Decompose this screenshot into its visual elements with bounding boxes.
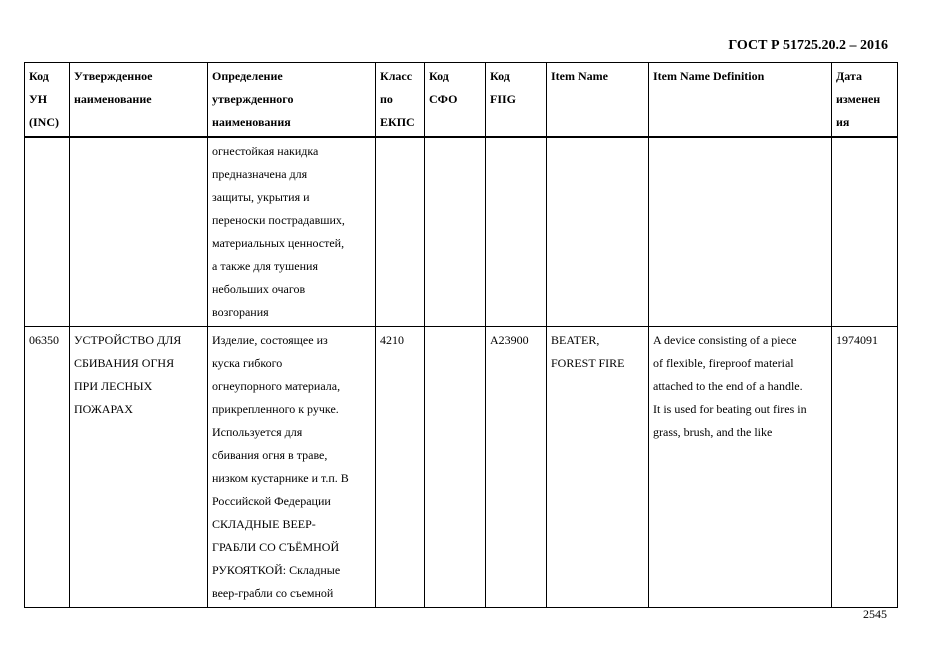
page-number: 2545	[863, 607, 887, 621]
cell-item-name-definition	[649, 137, 832, 327]
cell-class-ekps: 4210	[376, 327, 425, 608]
cell-item-name	[547, 137, 649, 327]
cell-class-ekps	[376, 137, 425, 327]
cell-code-fiig	[486, 137, 547, 327]
cell-change-date: 1974091	[832, 327, 898, 608]
cell-definition: огнестойкая накидка предназначена для защиты, укрытия и переноски пострадавших, материальных ценностей, а также для тушения небольших очагов возгорания	[208, 137, 376, 327]
header-item-name: Item Name	[547, 63, 649, 138]
cell-code-un	[25, 137, 70, 327]
cell-item-name-definition: A device consisting of a piece of flexible, fireproof material attached to the end of a handle. It is used for beating out fires in grass, brush, and the like	[649, 327, 832, 608]
header-item-name-definition: Item Name Definition	[649, 63, 832, 138]
header-code-sfo: Код СФО	[425, 63, 486, 138]
cell-approved-name: УСТРОЙСТВО ДЛЯ СБИВАНИЯ ОГНЯ ПРИ ЛЕСНЫХ ПОЖАРАХ	[70, 327, 208, 608]
cell-code-un: 06350	[25, 327, 70, 608]
cell-item-name: BEATER, FOREST FIRE	[547, 327, 649, 608]
cell-code-sfo	[425, 137, 486, 327]
header-approved-name: Утвержденное наименование	[70, 63, 208, 138]
header-code-fiig: Код FIIG	[486, 63, 547, 138]
table-row	[25, 327, 898, 608]
header-change-date: Дата изменен ия	[832, 63, 898, 138]
catalog-table	[24, 62, 898, 608]
header-definition: Определение утвержденного наименования	[208, 63, 376, 138]
cell-change-date	[832, 137, 898, 327]
cell-approved-name	[70, 137, 208, 327]
cell-code-fiig: A23900	[486, 327, 547, 608]
cell-definition: Изделие, состоящее из куска гибкого огнеупорного материала, прикрепленного к ручке. Используется для сбивания огня в траве, низком кустарнике и т.п. В Российской Федерации СКЛАДНЫЕ ВЕЕР- ГРАБЛИ СО СЪЁМНОЙ РУКОЯТКОЙ: Складные веер-грабли со съемной	[208, 327, 376, 608]
table-header-row	[25, 63, 898, 138]
header-code-un: Код УН (INC)	[25, 63, 70, 138]
cell-code-sfo	[425, 327, 486, 608]
header-class-ekps: Класс по ЕКПС	[376, 63, 425, 138]
document-title: ГОСТ Р 51725.20.2 – 2016	[728, 38, 888, 53]
table-row-continued	[25, 137, 898, 327]
